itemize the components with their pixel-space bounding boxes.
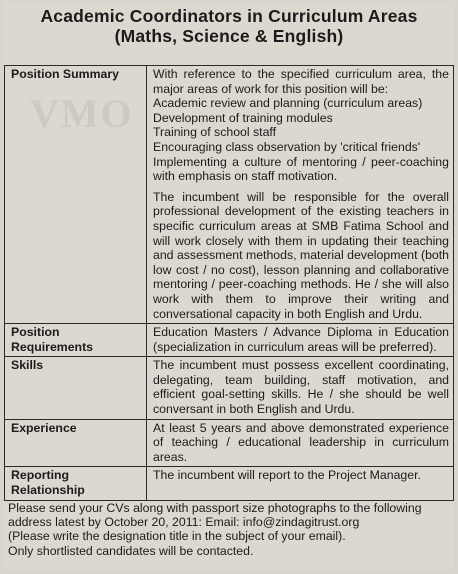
ad-subtitle: (Maths, Science & English) xyxy=(114,26,344,46)
table-row xyxy=(5,357,454,419)
skills-content xyxy=(147,357,454,419)
experience-label: Experience xyxy=(5,419,147,467)
summary-area: Implementing a culture of mentoring / peer-coaching with emphasis on staff motivation. xyxy=(153,154,449,184)
requirements-label: Position Requirements xyxy=(5,324,147,357)
table-row xyxy=(5,419,454,467)
skills-text: The incumbent must possess excellent coordinating, delegating, team building, staff motivation, and efficient goal-setting skills. He / she should be well conversant in both English and Urdu. xyxy=(153,358,449,417)
summary-area: Training of school staff xyxy=(153,125,277,140)
summary-area: Encouraging class observation by 'critical friends' xyxy=(153,139,421,154)
requirements-content xyxy=(147,324,454,357)
apply-instructions-text: Please send your CVs along with passport size photographs to the following address latest by October 20, 2011: Email: info@zindagitrust.org xyxy=(8,501,422,530)
summary-area: Academic review and planning (curriculum areas) xyxy=(153,96,423,111)
subject-line-note: (Please write the designation title in the subject of your email). xyxy=(8,529,346,544)
skills-label: Skills xyxy=(5,357,147,419)
summary-detail: The incumbent will be responsible for the overall professional development of the existing teachers in specific curriculum areas at SMB Fatima School and will work closely with them in updating their teaching and assessment methods, material development (both low cost / no cost), lesson planning and collaborative mentoring / peer-coaching methods. He / she will also work with them to improve their writing and conversational capacity in both English and Urdu. xyxy=(153,189,449,321)
requirements-text: Education Masters / Advance Diploma in Education (specialization in curriculum areas will be preferred). xyxy=(153,325,449,354)
job-ad-page xyxy=(4,2,454,570)
experience-content xyxy=(147,419,454,467)
shortlist-note: Only shortlisted candidates will be contacted. xyxy=(8,543,254,558)
table-row xyxy=(5,324,454,357)
summary-intro: With reference to the specified curriculum area, the major areas of work for this position will be: xyxy=(153,67,449,96)
table-row xyxy=(5,66,454,324)
ad-title: Academic Coordinators in Curriculum Areas xyxy=(40,6,418,26)
experience-text: At least 5 years and above demonstrated experience of teaching / educational leadership in curriculum areas. xyxy=(153,420,449,464)
reporting-content xyxy=(147,467,454,500)
background-ghost-print: VMO xyxy=(30,91,134,136)
job-details-table xyxy=(4,65,454,501)
table-row xyxy=(5,467,454,500)
reporting-text: The incumbent will report to the Project Manager. xyxy=(153,468,421,483)
application-instructions xyxy=(8,501,448,558)
summary-area: Development of training modules xyxy=(153,110,333,125)
position-summary-label: Position Summary xyxy=(5,66,147,324)
position-summary-content xyxy=(147,66,454,324)
reporting-label: Reporting Relationship xyxy=(5,467,147,500)
